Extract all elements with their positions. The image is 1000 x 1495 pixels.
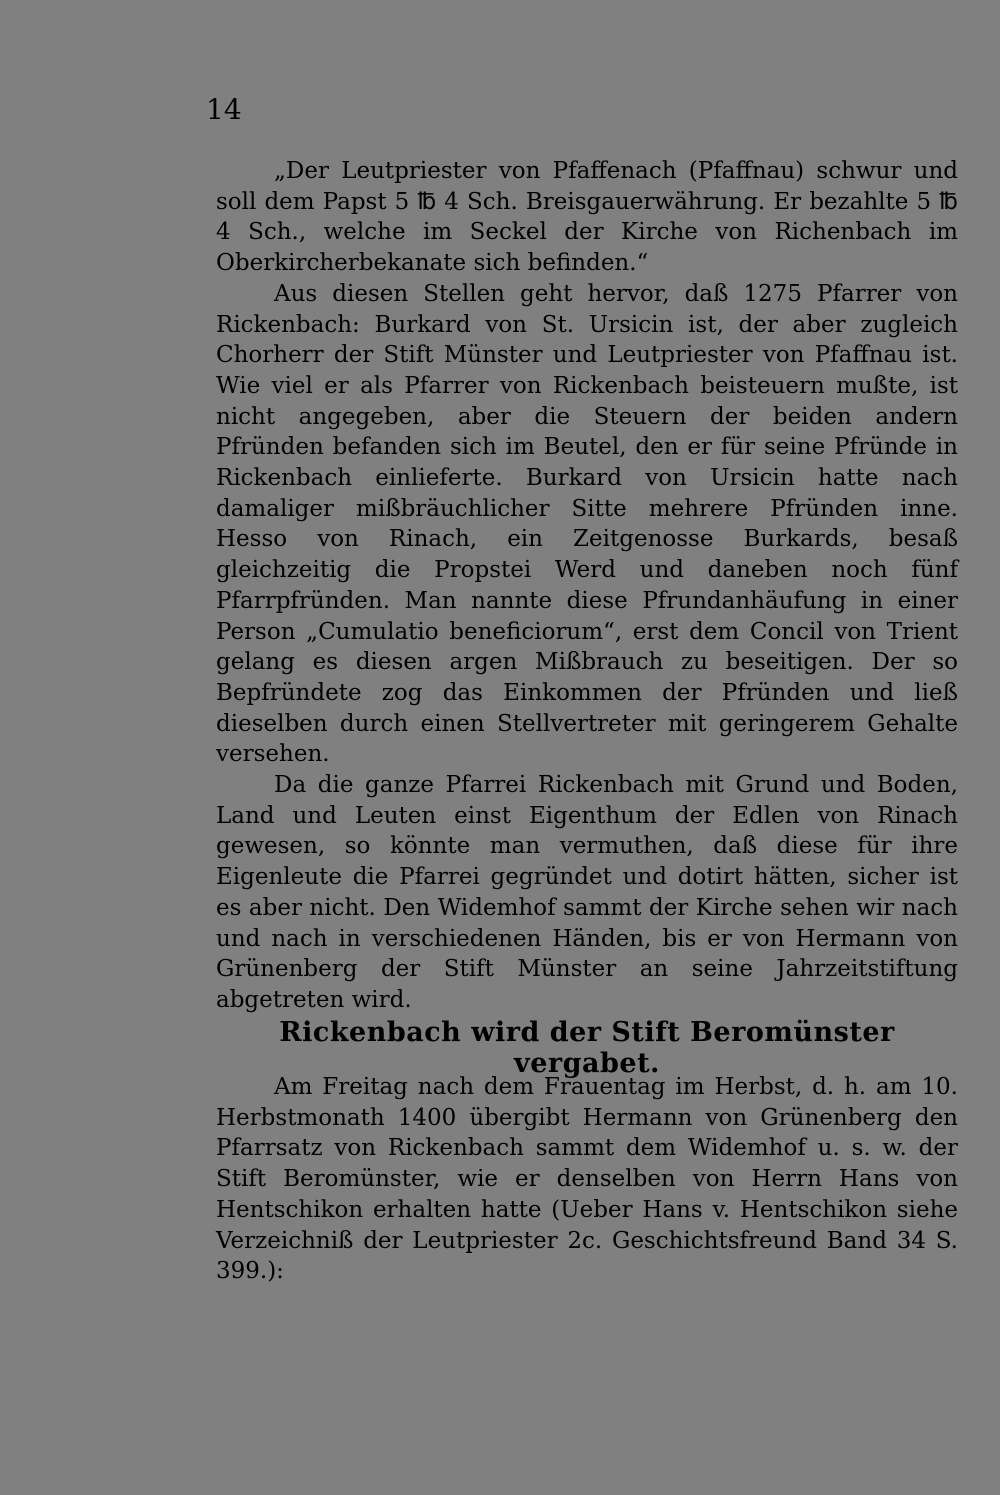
paragraph-burkard: Aus diesen Stellen geht hervor, daß 1275 Pfarrer von Rickenbach: Burkard von St. Ursicin ist, der aber zugleich Chorherr der Stift Münster und Leutpriester von Pfaffnau ist. Wie viel er als Pfarrer von Rickenbach beisteuern mußte, ist nicht angegeben, aber die Steuern der beiden andern Pfründen befanden sich im Beutel, den er für seine Pfründe in Rickenbach einlieferte. Burkard von Ursicin hatte nach damaliger mißbräuchlicher Sitte mehrere Pfründen inne. Hesso von Rinach, ein Zeitgenosse Burkards, besaß gleichzeitig die Propstei Werd und daneben noch fünf Pfarrpfründen. Man nannte diese Pfrundanhäufung in einer Person „Cumulatio beneficiorum“, erst dem Concil von Trient gelang es diesen argen Mißbrauch zu beseitigen. Der so Bepfründete zog das Einkommen der Pfründen und ließ dieselben durch einen Stellvertreter mit geringerem Gehalte versehen. <box>216 280 958 768</box>
text-block-upper <box>216 156 958 1016</box>
page-number: 14 <box>206 93 242 126</box>
paragraph-vergabung: Am Freitag nach dem Frauentag im Herbst, d. h. am 10. Herbstmonath 1400 übergibt Hermann von Grünenberg den Pfarrsatz von Rickenbach sammt dem Widemhof u. s. w. der Stift Beromünster, wie er denselben von Herrn Hans von Hentschikon erhalten hatte (Ueber Hans v. Hentschikon siehe Verzeichniß der Leutpriester 2c. Geschichtsfreund Band 34 S. 399.): <box>216 1074 958 1285</box>
paragraph-quote: „Der Leutpriester von Pfaffenach (Pfaffnau) schwur und soll dem Papst 5 ℔ 4 Sch. Breisgauerwährung. Er bezahlte 5 ℔ 4 Sch., welche im Seckel der Kirche von Richenbach im Oberkircherbekanate sich befinden.“ <box>216 158 958 277</box>
section-heading: Rickenbach wird der Stift Beromünster vergabet. <box>279 1017 895 1079</box>
paragraph-pfarrei: Da die ganze Pfarrei Rickenbach mit Grund und Boden, Land und Leuten einst Eigenthum der Edlen von Rinach gewesen, so könnte man vermuthen, daß diese für ihre Eigenleute die Pfarrei gegründet und dotirt hätten, sicher ist es aber nicht. Den Widemhof sammt der Kirche sehen wir nach und nach in verschiedenen Händen, bis er von Hermann von Grünenberg der Stift Münster an seine Jahrzeitstiftung abgetreten wird. <box>216 772 958 1013</box>
text-block-lower <box>216 1072 958 1287</box>
